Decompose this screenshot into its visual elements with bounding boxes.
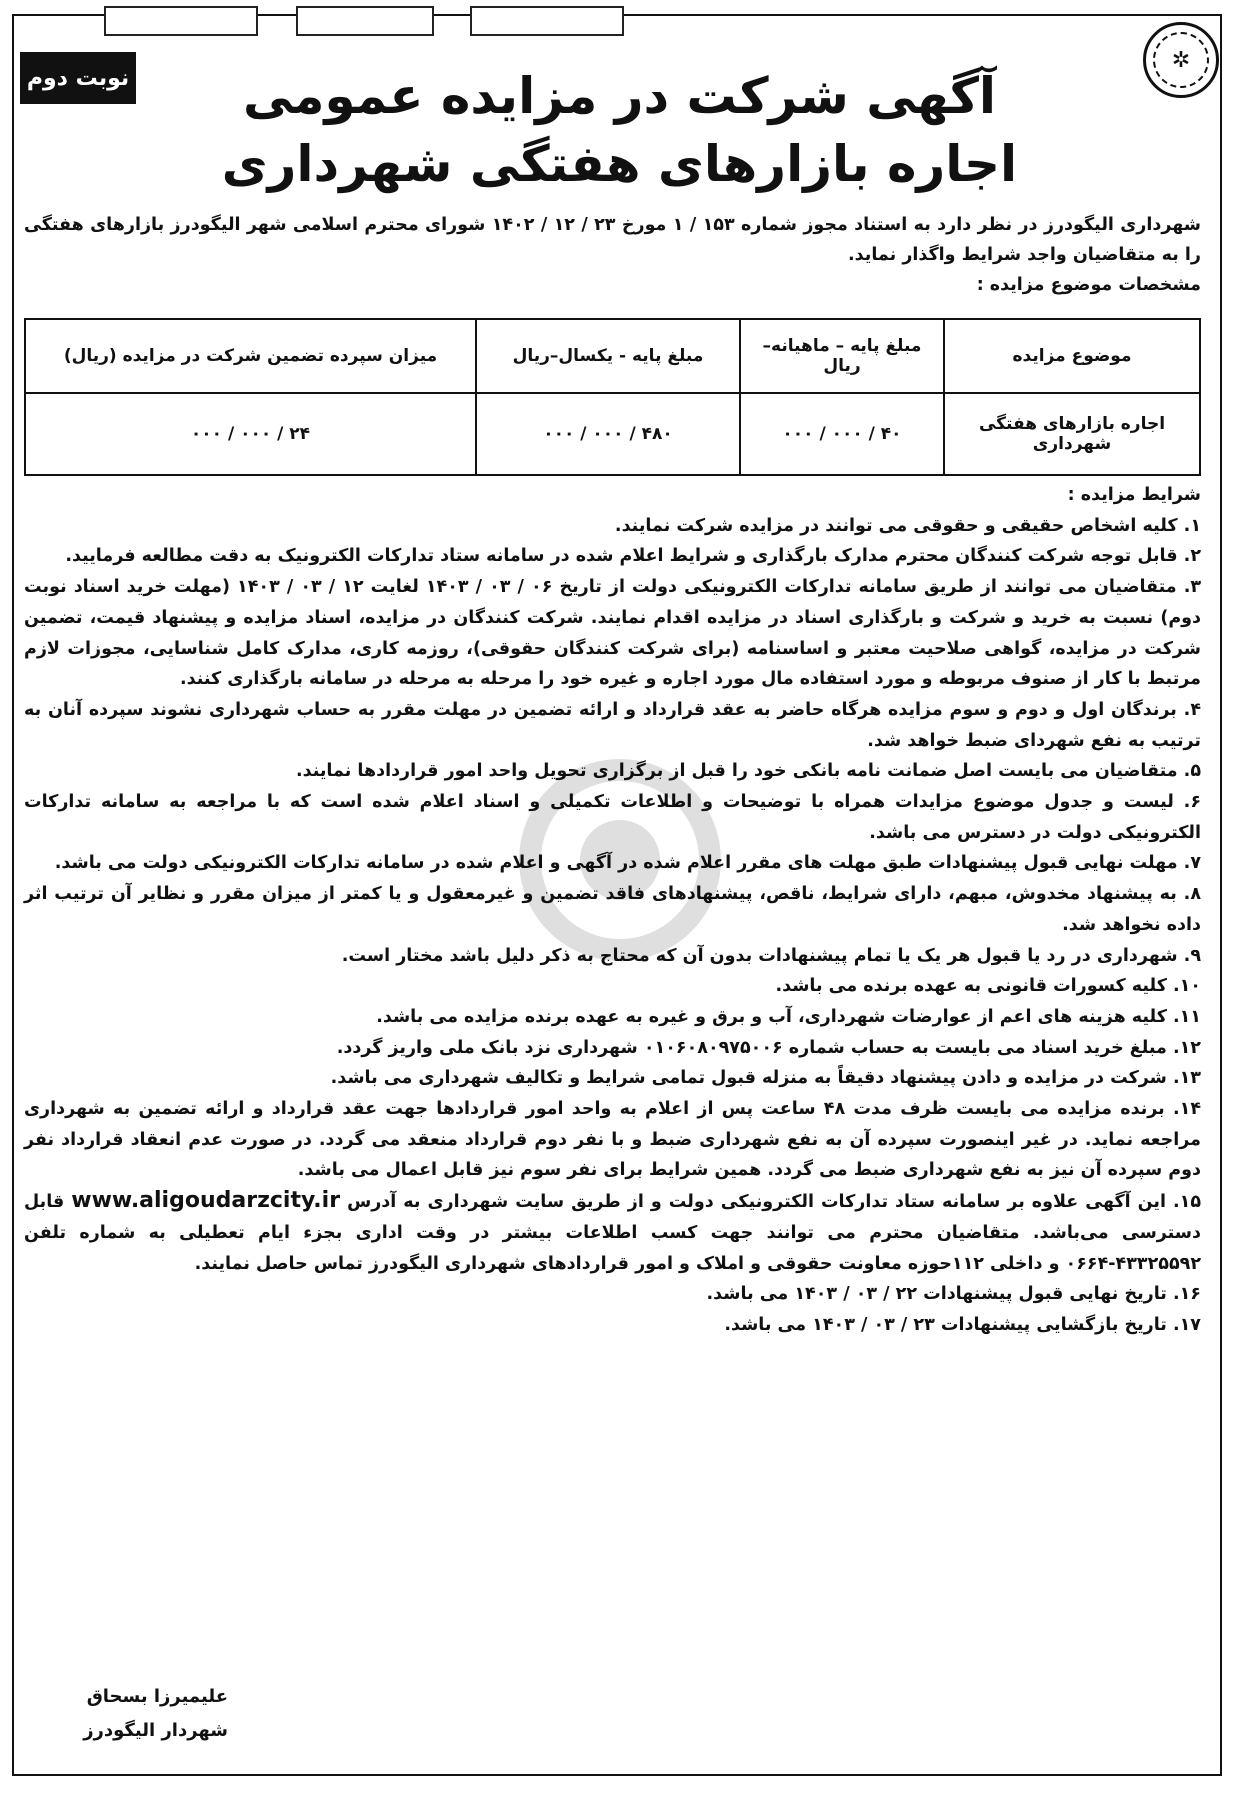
condition-item: ۷. مهلت نهایی قبول پیشنهادات طبق مهلت های مقرر اعلام شده در آگهی و اعلام شده در سامانه تدارکات الکترونیکی دولت می باشد.: [54, 853, 1201, 874]
condition-item: ۱. کلیه اشخاص حقیقی و حقوقی می توانند در مزایده شرکت نمایند.: [614, 515, 1201, 536]
auction-table: [24, 318, 1201, 476]
condition-item: ۳. متقاضیان می توانند از طریق سامانه تدارکات الکترونیکی دولت از تاریخ ۰۶ / ۰۳ / ۱۴۰۳ لغایت ۱۲ / ۰۳ / ۱۴۰۳ (مهلت خرید اسناد نوبت دوم) نسبت به خرید و شرکت و بارگذاری اسناد در مزایده اقدام نمایند. شرکت کنندگان در مزایده، اسناد مزایده و پیشنهاد قیمت، تضمین شرکت در مزایده، گواهی صلاحیت معتبر و اساسنامه (برای شرکت کنندگان حقوقی)، روزمه کاری، مدارک کامل شناسایی، مجوزات لازم مرتبط با کار از صنوف مربوطه و مورد استفاده مال مورد اجاره و غیره خود را مرحله به مرحله در سامانه بارگذاری کنند.: [24, 577, 1202, 690]
table-row: [25, 393, 1200, 475]
header-box: [296, 6, 434, 36]
condition-item: ۱۶. تاریخ نهایی قبول پیشنهادات ۲۲ / ۰۳ / ۱۴۰۳ می باشد.: [706, 1284, 1201, 1305]
table-header-cell: مبلغ پایه - یکسال–ریال: [476, 319, 740, 393]
table-header-cell: میزان سپرده تضمین شرکت در مزایده (ریال): [25, 319, 476, 393]
round-badge: نوبت دوم: [20, 52, 136, 104]
condition-item: ۱۱. کلیه هزینه های اعم از عوارضات شهرداری، آب و برق و غیره به عهده برنده مزایده می باشد.: [376, 1006, 1201, 1027]
header-box: [104, 6, 258, 36]
condition-item: ۹. شهرداری در رد یا قبول هر یک یا تمام پیشنهادات بدون آن که محتاج به ذکر دلیل باشد مختار است.: [341, 945, 1201, 966]
condition-item: ۱۲. مبلغ خرید اسناد می بایست به حساب شماره ۰۱۰۶۰۸۰۹۷۵۰۰۶ شهرداری نزد بانک ملی واریز گردد.: [336, 1037, 1201, 1058]
table-header-row: [25, 319, 1200, 393]
notice-subtitle: اجاره بازارهای هفتگی شهرداری: [221, 135, 1018, 193]
signer-title: شهردار الیگودرز: [83, 1720, 228, 1741]
condition-15-text: ۱۵. این آگهی علاوه بر سامانه ستاد تدارکات الکترونیکی دولت و از طریق سایت شهرداری به آدرس: [347, 1192, 1202, 1213]
signature-block: [28, 1680, 228, 1748]
conditions-section: [24, 480, 1201, 1341]
notice-title: آگهی شرکت در مزایده عمومی: [242, 67, 997, 125]
table-cell: اجاره بازارهای هفتگی شهرداری: [944, 393, 1200, 475]
specs-label: مشخصات موضوع مزایده :: [976, 275, 1201, 295]
condition-item: ۱۴. برنده مزایده می بایست ظرف مدت ۴۸ ساعت پس از اعلام به واحد امور قراردادها جهت عقد قرارداد و ارائه تضمین به شهرداری مراجعه نماید. در غیر اینصورت سپرده آن به نفع شهرداری ضبط و با نفر دوم قرارداد منعقد می گردد. در صورت عدم انعقاد قرارداد نفر دوم سپرده آن نیز به نفع شهرداری ضبط می گردد. همین شرایط برای نفر سوم نیز قابل اعمال می باشد.: [24, 1099, 1202, 1181]
condition-item: ۶. لیست و جدول موضوع مزایدات همراه با توضیحات و اطلاعات تکمیلی و اسناد اعلام شده است که با مراجعه به سامانه تدارکات الکترونیکی دولت در دسترس می باشد.: [24, 792, 1201, 843]
table-cell: ۴۰ / ۰۰۰ / ۰۰۰: [740, 393, 944, 475]
condition-item: ۵. متقاضیان می بایست اصل ضمانت نامه بانکی خود را قبل از برگزاری تحویل واحد امور قراردادها نمایند.: [295, 761, 1201, 782]
condition-item: ۴. برندگان اول و دوم و سوم مزایده هرگاه حاضر به عقد قرارداد و ارائه تضمین در مهلت مقرر به حساب شهرداری نشوند سپرده آنان به ترتیب به نفع شهردای ضبط خواهد شد.: [24, 699, 1201, 751]
intro-paragraph: شهرداری الیگودرز در نظر دارد به استناد مجوز شماره ۱۵۳ / ۱ مورخ ۲۳ / ۱۲ / ۱۴۰۲ شورای محترم اسلامی شهر الیگودرز بازارهای هفتگی را به متقاضیان واجد شرایط واگذار نماید.: [24, 215, 1202, 265]
condition-item: [24, 1186, 1201, 1279]
intro-section: [24, 210, 1201, 300]
table-header-cell: مبلغ پایه – ماهیانه– ریال: [740, 319, 944, 393]
table-header-cell: موضوع مزایده: [944, 319, 1200, 393]
condition-item: ۱۳. شرکت در مزایده و دادن پیشنهاد دقیقاً به منزله قبول تمامی شرایط و تکالیف شهرداری می باشد.: [330, 1068, 1201, 1089]
conditions-label: شرایط مزایده :: [1067, 485, 1201, 505]
signer-name: علیمیرزا بسحاق: [86, 1686, 228, 1707]
condition-15-contact: قابل دسترسی می‌باشد. متقاضیان محترم می توانند جهت کسب اطلاعات بیشتر در وقت اداری بجزء ایام تعطیلی به شماره تلفن ۴۳۳۲۵۵۹۲-۰۶۶۴ و داخلی ۱۱۲حوزه معاونت حقوقی و املاک و امور قراردادهای شهرداری الیگودرز تماس حاصل نمایند.: [24, 1192, 1201, 1274]
website-link[interactable]: www.aligoudarzcity.ir: [71, 1188, 341, 1214]
municipality-emblem-icon: ✲: [1143, 22, 1219, 98]
header-box: [470, 6, 624, 36]
condition-item: ۲. قابل توجه شرکت کنندگان محترم مدارک بارگذاری و شرایط اعلام شده در سامانه ستاد تدارکات الکترونیک به دقت مطالعه فرمایید.: [65, 546, 1201, 567]
table-cell: ۴۸۰ / ۰۰۰ / ۰۰۰: [476, 393, 740, 475]
table-cell: ۲۴ / ۰۰۰ / ۰۰۰: [25, 393, 476, 475]
condition-item: ۱۰. کلیه کسورات قانونی به عهده برنده می باشد.: [775, 976, 1201, 997]
condition-item: ۱۷. تاریخ بازگشایی پیشنهادات ۲۳ / ۰۳ / ۱۴۰۳ می باشد.: [724, 1314, 1201, 1335]
condition-item: ۸. به پیشنهاد مخدوش، مبهم، دارای شرایط، ناقص، پیشنهادهای فاقد تضمین و غیرمعقول و یا کمتر از میزان مقرر و نظایر آن ترتیب اثر داده نخواهد شد.: [24, 884, 1201, 935]
